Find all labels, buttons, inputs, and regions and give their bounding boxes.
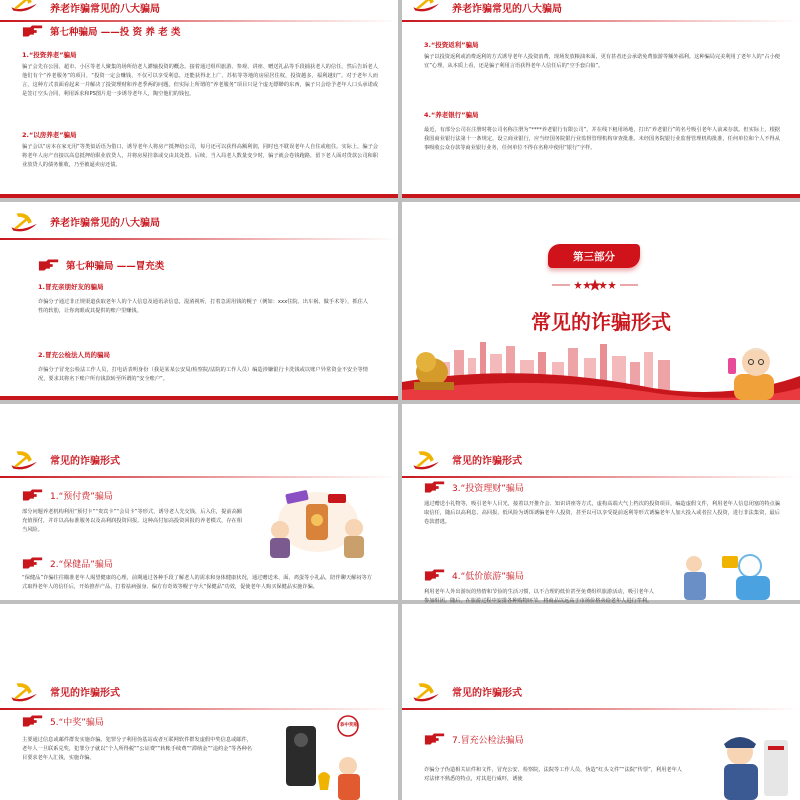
subheading-3-label: 3.“投资理财”骗局 [452,483,524,494]
section-label: 第七种骗局 ——冒充类 [66,261,165,272]
party-emblem-icon [8,678,42,706]
pointing-hand-icon [38,258,60,272]
slide-title: 养老诈骗常见的八大骗局 [50,4,160,15]
slide-6[interactable] [402,404,800,604]
pointing-hand-icon [22,24,44,38]
subheading-3 [424,480,524,494]
paragraph-2: 诈骗分子冒充公检法工作人员，打电话表明身份（我是某某公安局/检察院/法院的工作人员）编造涉嫌银行卡洗钱或以账户异常资金不安全等情况，要求其将名下账户所有钱款转至所谓的“安全账户”。 [38,367,368,382]
decorative-stars [552,278,638,292]
slide-2[interactable] [402,0,800,198]
paragraph-3: 通过赠送小礼物等，吸引老年人目光，接着以开推介会、知识讲座等方式，虚构高端大气上档次的投资项目，编造虚假文件，利用老年人信息闭塞的特点骗取信任，随后以高利息、高回报、低风险为诱饵诱骗老年人投资，甚至以可以享受提前返利等形式诱骗老年人加大投入或者拉人投资，进行非法集资，最后卷款潜逃。 [424,501,780,525]
pointing-hand-icon [424,732,446,746]
prepaid-scam-illustration [258,486,378,558]
section-label: 第七种骗局 ——投 资 养 老 类 [50,27,181,38]
slide-title: 常见的诈骗形式 [50,456,120,467]
subheading-7-label: 7.冒充公检法骗局 [452,735,524,746]
header-divider [0,238,398,240]
header-divider [402,476,800,478]
slide-header [0,440,398,480]
paragraph-4: 利用老年人外出游玩的热情和节俭的生活习惯，以不合理的低价甚至免费组织旅游活动，吸引老年人参加组团。随后，在旅游过程中安排各种购物环节，将商品以远高于市场价格卖给老年人进行牟利。 [424,589,654,604]
party-emblem-icon [410,678,444,706]
subheading-7 [424,732,524,746]
paragraph-5: 主要通过信息或邮件群发实施诈骗。犯罪分子利用伪基站或者互联网软件群发虚假中奖信息或邮件，老年人一旦联系兑奖，犯罪分子就以“个人所得税”“公证费”“转帐手续费”“滞纳金”“违约金”等各种名目要求老年人汇钱，实施诈骗。 [22,737,252,761]
slide-header [0,672,398,712]
subheading-2: 2.“以房养老”骗局 [22,131,77,139]
paragraph-7: 诈骗分子伪造相关证件和文件，冒充公安、检察院、法院等工作人员，伪造“红头文件”“法院“传票”，利用老年人对法律不熟悉的特点，对其进行威吓，诱使 [424,767,682,782]
paragraph-2: 骗子会以“房本在家无用”等类似话语为借口，诱导老年人将房产抵押给公司，每月还可以获得高额利润，同时也不耽误老年人自住或租住。实际上，骗子会将老年人房产直接以高息抵押给职业放贷人，并将房屋挂靠或交由其处置。后续，当入局老人数量变少时，骗子就会卷钱跑路，留下老人面对贷款公司和职业放贷人的债务催收，乃至被逼卖房还债。 [22,144,378,168]
section-title: 常见的诈骗形式 [531,310,671,334]
police-officer-illustration [698,730,798,800]
paragraph-1: 骗子会先在公园、超市、小区等老人聚集的场所给老人灌输投资的概念。接着通过组织旅游、参观、讲座、赠送礼品等手段捕获老人的信任。然后告诉老人他们有个“养老服务”的项目，“投资一定会赚钱，不仅可以享受利息，还能获得北上广、苏杭等等地的房屋居住权，投资越多，福利越好”。对于老年人而言，这种方式表面看起来一并解决了投资理财和养老季两的问题。但实际上所谓的“养老服务”项目只是个虚无缥缈的东西，骗子只会给予老年人口头承诺或是签订空头合同，利用诉求和PS图片进一步诱导老年人，陶空他们的钱包。 [22,64,378,97]
bottom-bar [0,194,398,198]
pointing-hand-icon [22,556,44,570]
header-divider [0,20,398,22]
pointing-hand-icon [22,488,44,502]
subheading-2: 2.冒充公检法人员的骗局 [38,351,110,359]
paragraph-4: 最近，有部分公司在注册时将公司名称注册为“****养老银行有限公司”，并在线下租用场地，打出“养老银行”的名号吸引老年人前来存款。但实际上，根据我国商业银行法第十一条规定，设立商业银行，应当经国务院银行业监督管理机构审查批准。未经国务院银行业监督管理机构批准，任何单位和个人不得从事吸收公众存款等商业银行业务，任何单位不得在名称中使用“银行”字样。 [424,127,780,151]
prize-scam-illustration [268,716,378,800]
subheading-2-label: 2.“保健品”骗局 [50,559,113,570]
slide-header [0,202,398,242]
slide-5[interactable] [0,404,398,600]
pointing-hand-icon [22,714,44,728]
slide-header [402,440,800,480]
slide-header [402,672,800,712]
section-heading [22,24,181,38]
slide-8[interactable] [402,604,800,800]
header-divider [402,708,800,710]
slide-title: 养老诈骗常见的八大骗局 [50,218,160,229]
header-divider [0,708,398,710]
pointing-hand-icon [424,568,446,582]
section-badge-label: 第三部分 [573,251,615,263]
slide-7[interactable] [0,604,398,800]
subheading-5-label: 5.“中奖”骗局 [50,717,104,728]
subheading-4-label: 4.“低价旅游”骗局 [452,571,524,582]
paragraph-1: 部分问题养老机构利用“预付卡”“贵宾卡”“会员卡”等形式，诱导老人先交钱，后入住，提前高额充值预付，并许以高标准服务以及高利润投资回报。这种高付加高投资回报的养老模式，存在相当风险。 [22,509,242,533]
slide-title: 常见的诈骗形式 [452,456,522,467]
header-divider [0,476,398,478]
slide-4[interactable] [402,202,800,400]
subheading-1: 1.“投资养老”骗局 [22,51,77,59]
subheading-1 [22,488,113,502]
slide-title: 养老诈骗常见的八大骗局 [452,4,562,15]
paragraph-2: “保健品”诈骗往往瞄准老年人渴望健康的心理，前期通过各种手段了解老人的需求和身体健康状况，通过赠送米、面、鸡蛋等小礼品，陪伴聊天解闷等方式取得老年人的信任后，开始推荐产品，打着祛病强身、偏方有奇效等幌子夸大“保健品”功效，促使老年人购买保健品实施诈骗。 [22,575,372,590]
slide-header [402,0,800,40]
low-cost-travel-illustration [664,554,784,600]
party-emblem-icon [410,446,444,474]
prize-bubble-text: 恭中奖啦 [340,723,358,728]
subheading-4: 4.“养老银行”骗局 [424,111,479,119]
party-emblem-icon [8,446,42,474]
subheading-3: 3.“投资返利”骗局 [424,41,479,49]
paragraph-1: 诈骗分子通过非正规渠道获取老年人的个人信息及通讯录信息，混淆视听，打着急需用钱的幌子（例如：xxx住院、出车祸、做手术等），抓住人性的软肋，让你肉眼或其提供的账户里赚钱。 [38,299,368,314]
slide-1[interactable] [0,0,398,198]
subheading-1: 1.冒充亲朋好友的骗局 [38,283,104,291]
slide-3[interactable] [0,202,398,400]
section-heading [38,258,164,272]
party-emblem-icon [8,0,42,16]
slide-title: 常见的诈骗形式 [50,688,120,699]
slide-title: 常见的诈骗形式 [452,688,522,699]
bottom-bar [402,194,800,198]
subheading-2 [22,556,113,570]
subheading-1-label: 1.“预付费”骗局 [50,491,113,502]
bottom-bar [0,396,398,400]
subheading-5 [22,714,104,728]
paragraph-3: 骗子以投资返利或消费返利的方式诱导老年人投资消费，现场发放粮油米面，更有甚者还会承诺免费旅游等额外福利。这种骗局完美利用了老年人的“占小便宜”心理，从本质上看，还是骗子利用言语获得老年人信任后的“空手套白狼”。 [424,54,780,69]
party-emblem-icon [410,0,444,16]
elderly-man-phone-illustration [720,344,790,400]
subheading-4 [424,568,524,582]
party-emblem-icon [8,208,42,236]
header-divider [402,20,800,22]
pointing-hand-icon [424,480,446,494]
